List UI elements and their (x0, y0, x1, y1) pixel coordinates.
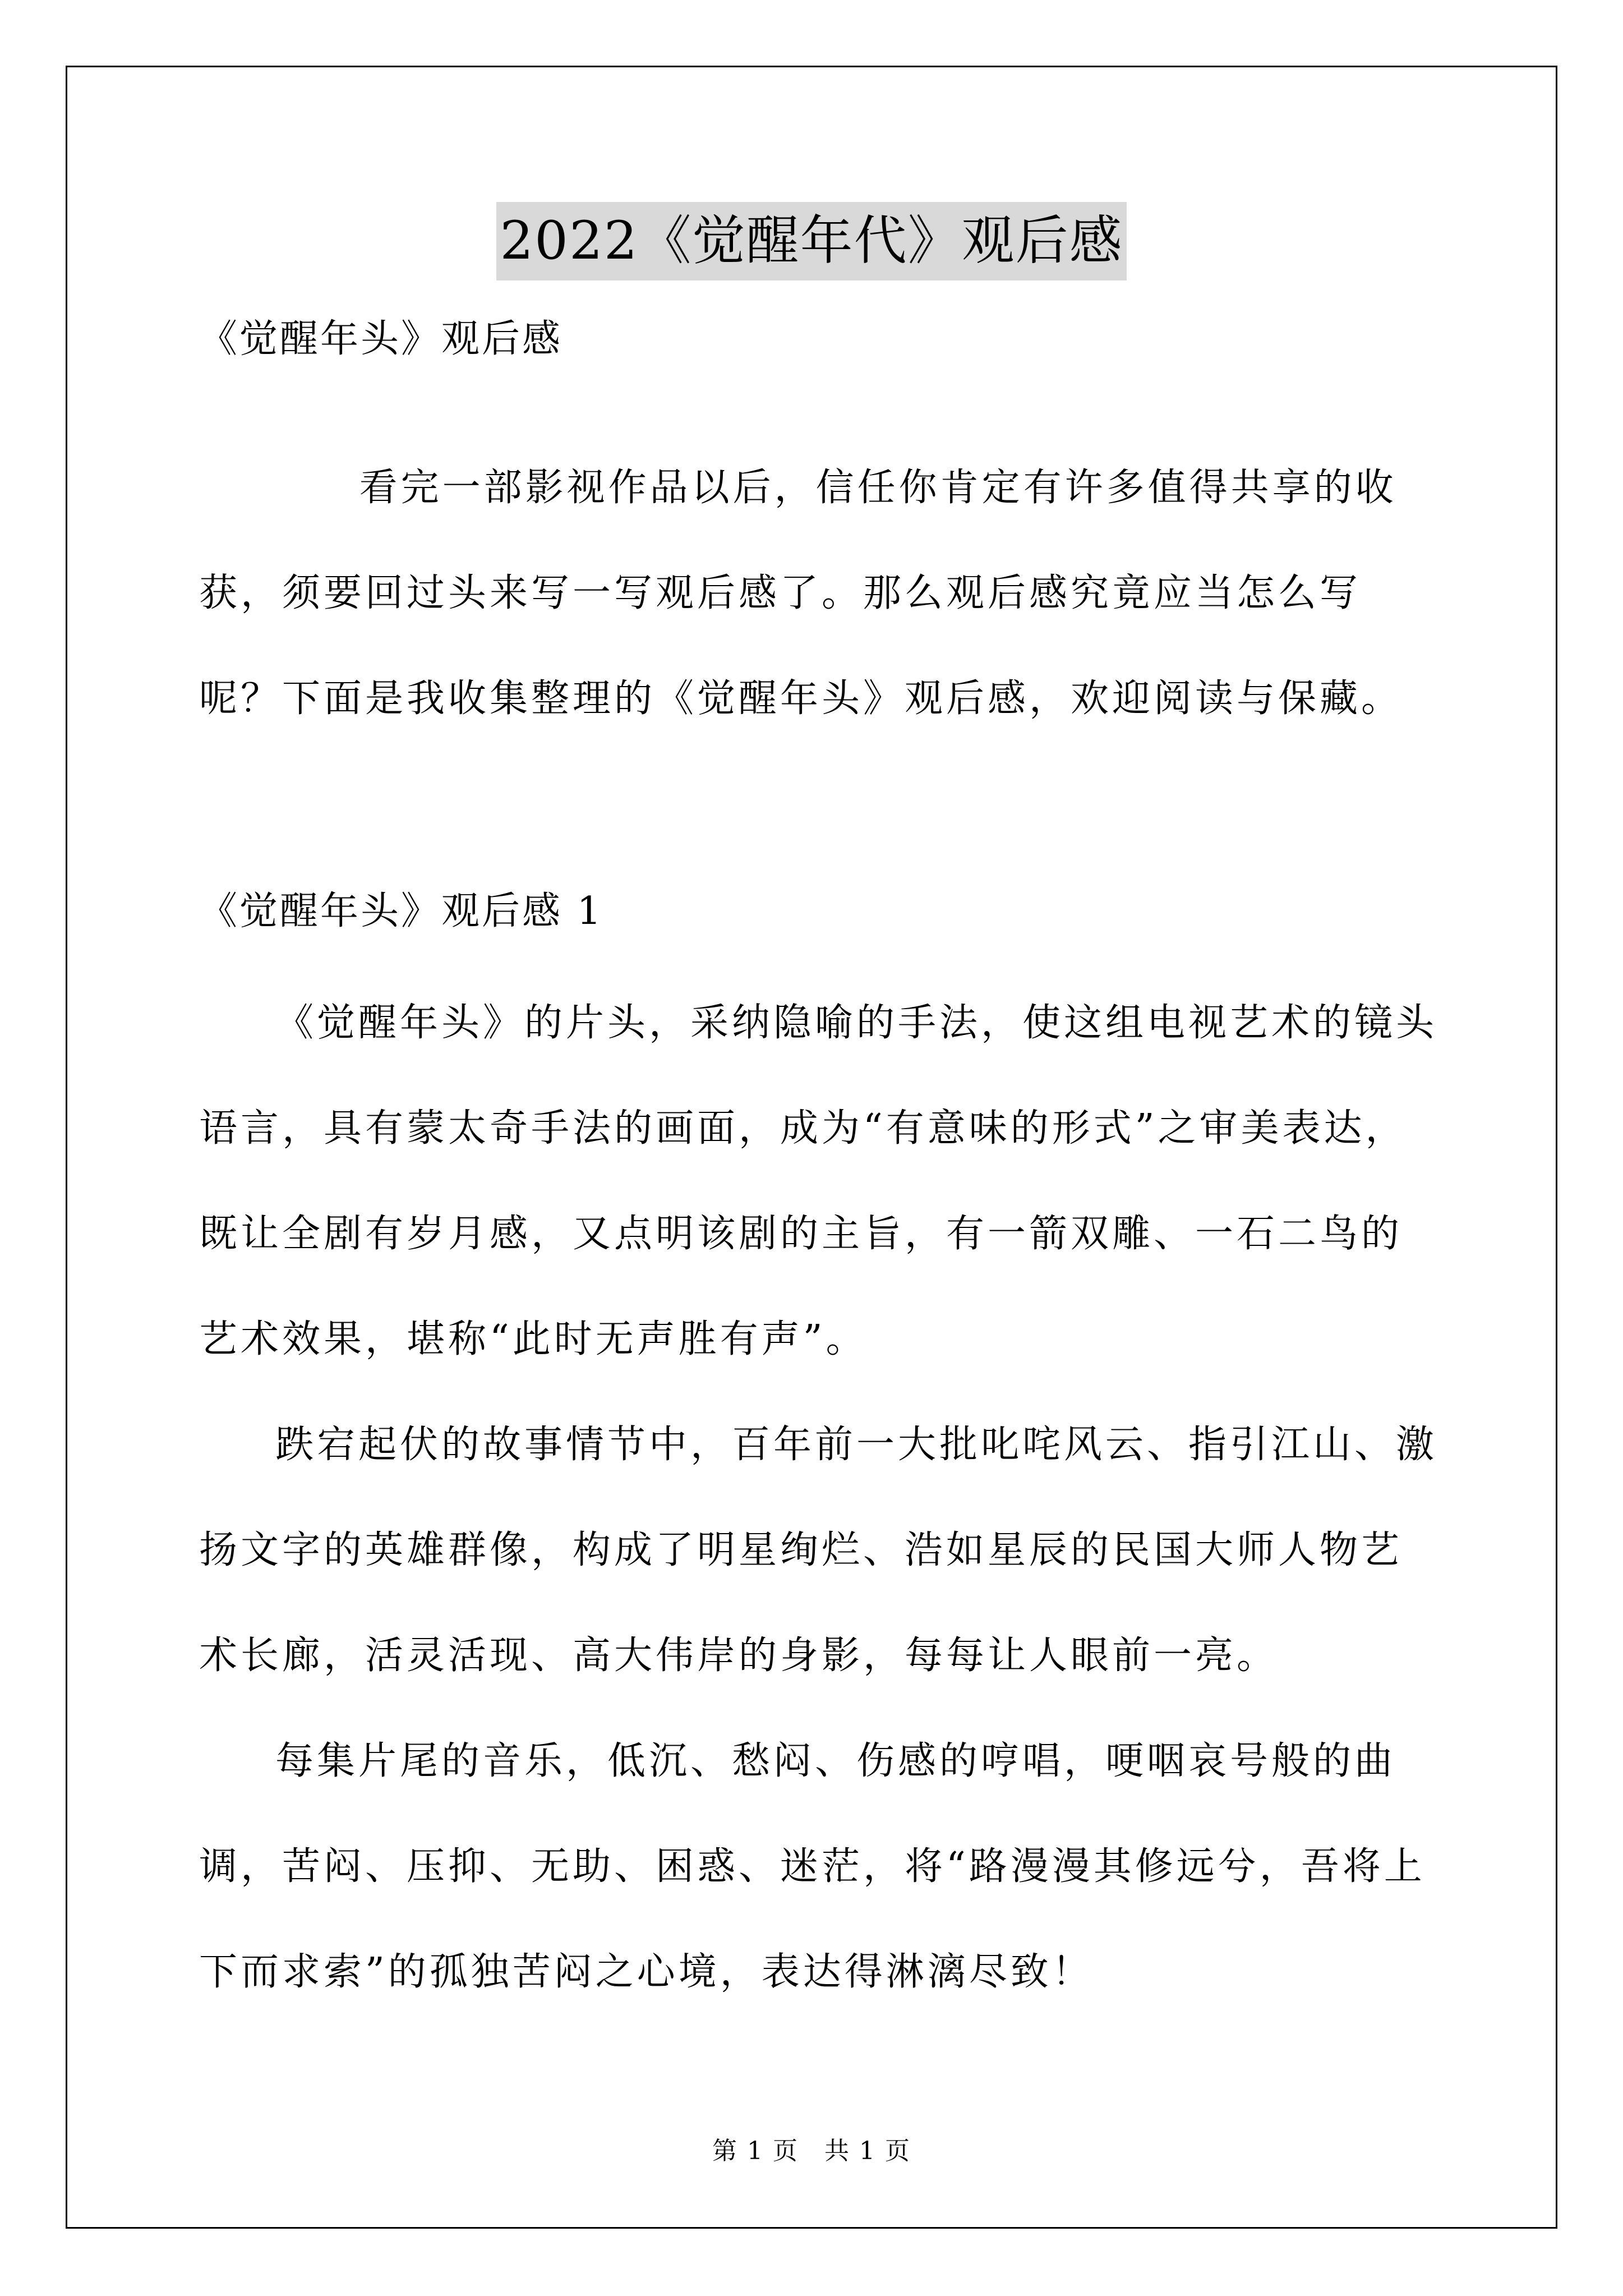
document-subtitle: 《觉醒年头》观后感 (199, 317, 563, 361)
body-paragraph-3: 每集片尾的音乐，低沉、愁闷、伤感的哼唱，哽咽哀号般的曲调，苦闷、压抑、无助、困惑、迷茫，将“路漫漫其修远兮，吾将上下而求索”的孤独苦闷之心境，表达得淋漓尽致！ (199, 1739, 1426, 1994)
document-title: 2022《觉醒年代》观后感 (496, 202, 1126, 280)
section-heading: 《觉醒年头》观后感 1 (199, 889, 603, 933)
body-paragraph-2: 跌宕起伏的故事情节中，百年前一大批叱咤风云、指引江山、激扬文字的英雄群像，构成了明星绚烂、浩如星辰的民国大师人物艺术长廊，活灵活现、高大伟岸的身影，每每让人眼前一亮。 (199, 1423, 1438, 1678)
page-footer: 第 1 页 共 1 页 (712, 2137, 911, 2165)
intro-paragraph: 看完一部影视作品以后，信任你肯定有许多值得共享的收获，须要回过头来写一写观后感了。那么观后感究竟应当怎么写呢？下面是我收集整理的《觉醒年头》观后感，欢迎阅读与保藏。 (199, 466, 1403, 721)
section-body (199, 970, 1438, 2025)
body-paragraph-1: 《觉醒年头》的片头，采纳隐喻的手法，使这组电视艺术的镜头语言，具有蒙太奇手法的画面，成为“有意味的形式”之审美表达，既让全剧有岁月感，又点明该剧的主旨，有一箭双雕、一石二鸟的艺术效果，堪称“此时无声胜有声”。 (199, 1001, 1438, 1361)
title-container (0, 202, 1623, 280)
intro-block (199, 435, 1438, 752)
